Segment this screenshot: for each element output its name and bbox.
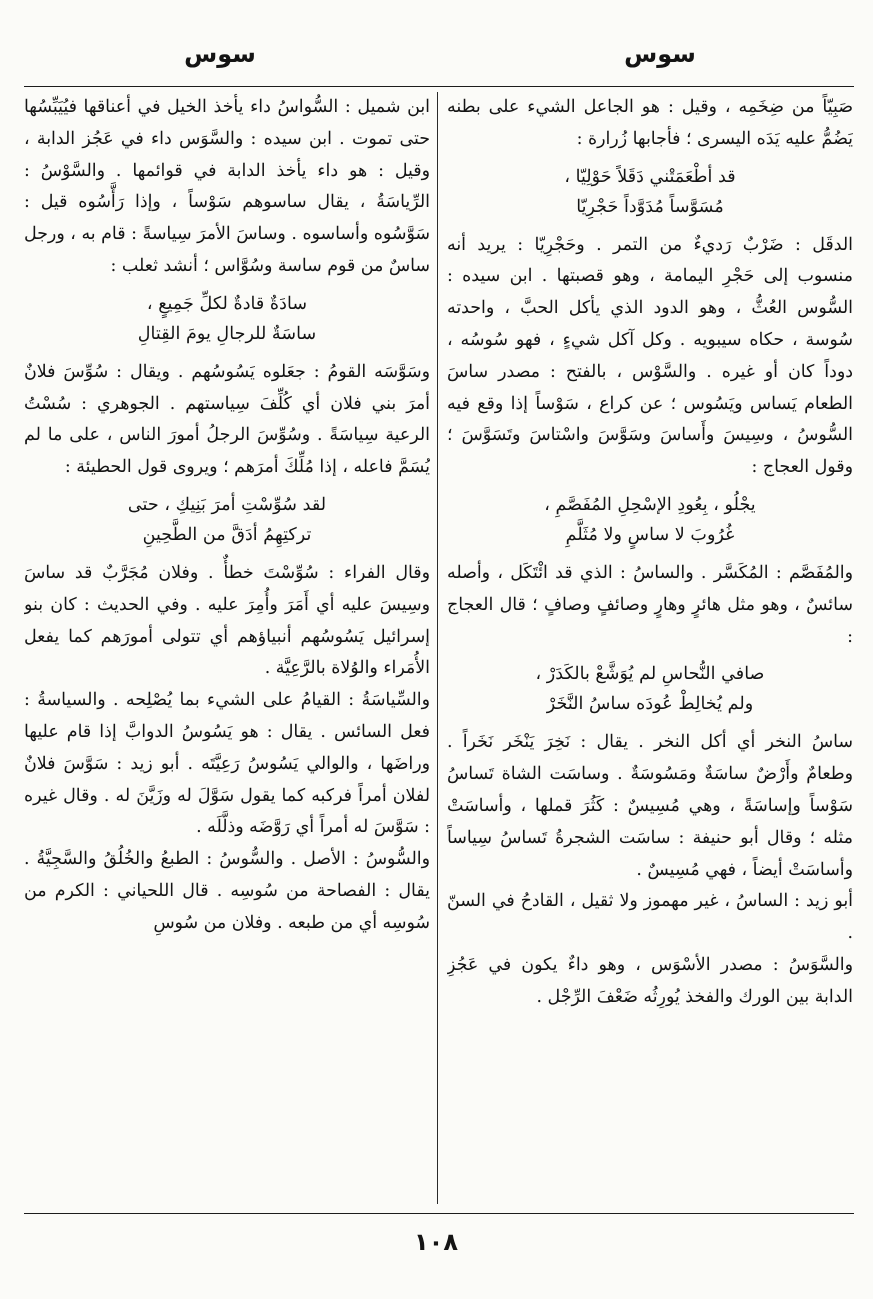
verse-line: صافي النُّحاسِ لم يُوَشَّعْ بالكَدَرْ ، xyxy=(535,664,765,685)
left-paragraph-4: والسِّياسَةُ : القيامُ على الشيء بما يُصْلِحه . والسياسةُ : فعل السائس . يقال : هو يَسُوسُ الدوابَّ إذا قام عليها وراضَها ، والوالي يَسُوسُ رَعِيَّتَه . أبو زيد : سَوَّسَ فلانٌ لفلان أمراً فركبه كما يقول سَوَّلَ له وزَيَّنَ له . وقال غيره : سَوَّسَ له أمراً أي رَوَّضَه وذلَّلَه . xyxy=(24,690,430,838)
left-verse-1 xyxy=(24,289,430,349)
right-paragraph-5: أبو زيد : الساسُ ، غير مهموز ولا ثقيل ، القادحُ في السنّ . xyxy=(447,891,853,944)
verse-line: تركتِهِمُ أدَقَّ من الطَّحِينِ xyxy=(142,524,312,545)
right-verse-1 xyxy=(447,162,853,222)
right-paragraph-1: صَبِيّاً من ضِخَمِه ، وقيل : هو الجاعل الشيء على بطنه يَضُمُّ عليه يَدَه اليسرى ؛ فأجابها زُرارة : xyxy=(447,97,853,149)
verse-line: ساسَةٌ للرجالِ يومَ القِتالِ xyxy=(137,323,317,344)
verse-line: لقد سُوِّسْتِ أمرَ بَنِيكِ ، حتى xyxy=(127,494,327,515)
right-verse-3 xyxy=(447,659,853,719)
left-paragraph-2: وسَوَّسَه القومُ : جعَلوه يَسُوسُهم . ويقال : سُوِّسَ فلانٌ أمرَ بني فلان أي كُلِّفَ سِياستهم . الجوهري : سُسْتُ الرعية سِياسَةً . وسُوِّسَ الرجلُ أمورَ الناس ، على ما لم يُسَمَّ فاعله ، إذا مُلِّكَ أمرَهم ؛ ويروى قول الحطيئة : xyxy=(24,361,430,478)
right-paragraph-2: الدقَل : ضَرْبٌ رَديءٌ من التمر . وحَجْرِيّا : يريد أنه منسوب إلى حَجْرِ اليمامة ، وهو قصبتها . ابن سيده : السُّوس العُثُّ ، وهو الدود الذي يأكل الحبَّ ، واحدته سُوسة ، حكاه سيبويه . وكل آكل شيءٍ ، فهو سُوسُه ، دوداً كان أو غيره . والسَّوْس ، بالفتح : مصدر ساسَ الطعام يَساس ويَسُوس ؛ عن كراع ، سَوْساً إذا وقع فيه السُّوسُ ، وسِيسَ وأَساسَ وسَوَّسَ واسْتاسَ وتَسَوَّسَ ؛ وقول العجاج : xyxy=(447,234,853,478)
footer-rule xyxy=(24,1213,854,1214)
column-divider xyxy=(437,92,438,1204)
verse-line: ولم يُخالِطْ عُودَه ساسُ النَّخَرْ xyxy=(546,694,754,715)
right-paragraph-4: ساسُ النخر أي أكل النخر . يقال : نَخِرَ يَنْخَر نَخَراً . وطعامٌ وأَرْضٌ ساسَةٌ ومَسُوسَةٌ . وساسَت الشاة تَساسُ سَوْساً وإساسَةً ، وهي مُسِيسٌ : كَثُرَ قملها ، وأساسَتْ مثله ؛ وقال أبو حنيفة : ساسَت الشجرةُ تَساسُ سِياساً وأساسَتْ أيضاً ، فهي مُسِيسٌ . xyxy=(447,732,853,880)
running-header-right: سوس xyxy=(624,40,696,68)
right-column xyxy=(447,92,853,1208)
left-paragraph-3: وقال الفراء : سُوِّسْتَ خطأٌ . وفلان مُجَرَّبٌ قد ساسَ وسِيسَ عليه أي أَمَرَ وأُمِرَ عليه . وفي الحديث : كان بنو إسرائيل يَسُوسُهم أنبياؤهم أي تتولى أمورَهم كما يفعل الأُمَراء والوُلاة بالرَّعِيَّة . xyxy=(24,562,430,679)
verse-line: قد أطْعَمَتْني دَقَلاً حَوْلِيّا ، xyxy=(564,166,736,187)
verse-line: مُسَوَّساً مُدَوَّداً حَجْرِيّا xyxy=(576,196,724,217)
right-paragraph-3: والمُفَصَّم : المُكَسَّر . والساسُ : الذي قد ائْتَكَل ، وأصله سائسٌ ، وهو مثل هائرٍ وهارٍ وصائفٍ وصافٍ ؛ قال العجاج : xyxy=(447,562,853,647)
right-verse-2 xyxy=(447,490,853,550)
page-number: ١٠٨ xyxy=(414,1228,458,1256)
verse-line: يجْلُو ، بِعُودِ الإسْحِلِ المُفَصَّمِ ، xyxy=(544,494,756,515)
right-paragraph-6: والسَّوَسُ : مصدر الأسْوَس ، وهو داءٌ يكون في عَجُزِ الدابة بين الورك والفخذ يُورِثُه ضَعْفَ الرِّجْل . xyxy=(447,954,853,1007)
left-paragraph-5: والسُّوسُ : الأصل . والسُّوسُ : الطبعُ والخُلُقُ والسَّجِيَّةُ . يقال : الفصاحة من سُوسِه . قال اللحياني : الكرم من سُوسِه أي من طبعه . وفلان من سُوسِ xyxy=(24,849,430,933)
left-paragraph-1: ابن شميل : السُّواسُ داء يأخذ الخيل في أعناقها فيُيَبِّسُها حتى تموت . ابن سيده : والسَّوَس داء في عَجُز الدابة ، وقيل : هو داء يأخذ الدابة في قوائمها . والسَّوْسُ : الرِّياسَةُ ، يقال ساسوهم سَوْساً ، وإذا رَأَّسُوه قيل : سَوَّسُوه وأساسوه . وساسَ الأمرَ سِياسةً : قام به ، ورجل ساسٌ من قوم ساسة وسُوَّاس ؛ أنشد ثعلب : xyxy=(24,97,430,276)
verse-line: سادَةٌ قادةٌ لكلِّ جَمِيعٍ ، xyxy=(146,293,308,314)
running-header-left: سوس xyxy=(184,40,256,68)
left-verse-2 xyxy=(24,490,430,550)
left-column xyxy=(24,92,430,1208)
header-rule xyxy=(24,86,854,87)
verse-line: غُرُوبَ لا ساسٍ ولا مُثَلَّمِ xyxy=(565,524,735,545)
